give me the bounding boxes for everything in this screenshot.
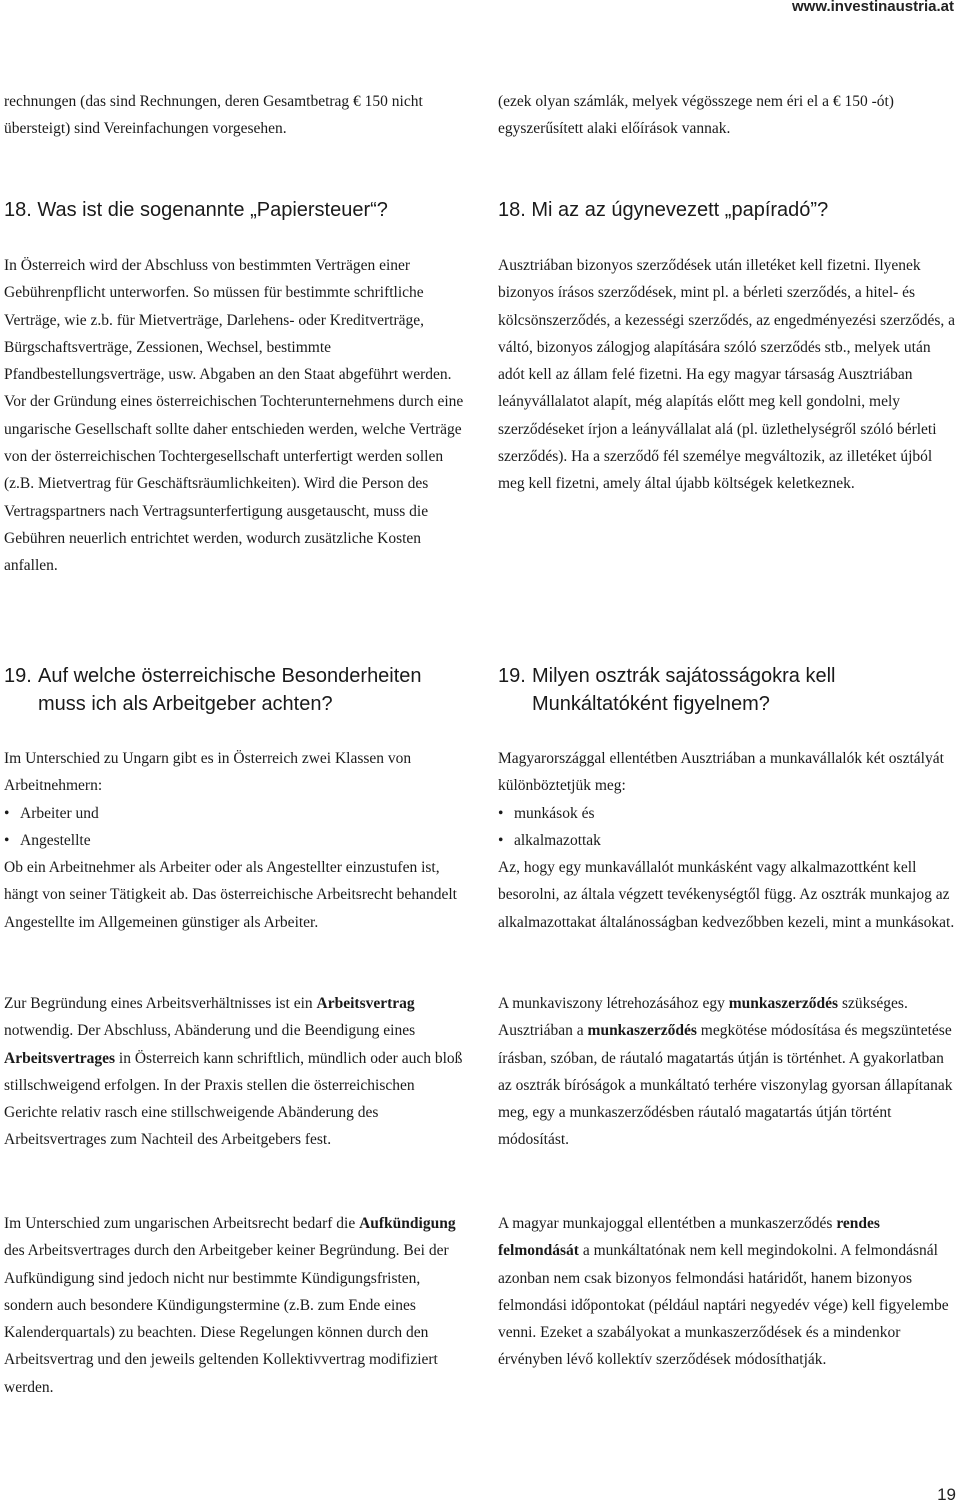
bold-term: Arbeitsvertrages (4, 1049, 116, 1067)
text-run: des Arbeitsvertrages durch den Arbeitgeber keiner Begründung. Bei der Aufkündigung sind jedoch nicht nur bestimmte Kündigungsfristen, sondern auch besondere Kündigungstermine (z.B. zum Ende eines Kalenderquartals) zu beachten. Diese Regelungen können durch den Arbeitsvertrag und den jeweils geltenden Kollektivvertrag modifiziert werden. (4, 1242, 449, 1396)
text-run: A munkaviszony létrehozásához egy (498, 995, 729, 1012)
bullet-item: • Arbeiter und (4, 800, 466, 827)
bold-term: rendes felmondását (498, 1215, 880, 1260)
section-19-paragraph-1 (498, 745, 960, 936)
intro-paragraph: rechnungen (das sind Rechnungen, deren Gesamtbetrag € 150 nicht übersteigt) sind Vereinfachungen vorgesehen. (4, 93, 423, 138)
page-number: 19 (937, 1485, 956, 1504)
bullet-item: • munkások és (498, 800, 960, 827)
section-19-number: 19. (498, 665, 526, 687)
section-19-paragraph-2 (498, 990, 960, 1154)
section-19-title-line1: Milyen osztrák sajátosságokra kell (532, 665, 836, 687)
section-18-heading: 18. Mi az az úgynevezett „papíradó”? (498, 199, 829, 221)
section-19-paragraph-2 (4, 990, 466, 1154)
section-18-body: In Österreich wird der Abschluss von bestimmten Verträgen einer Gebührenpflicht unterworfen. So müssen für bestimmte schriftliche Verträge, wie z.b. für Mietverträge, Darlehens- oder Kreditverträge, Bürgschaftsverträge, Zessionen, Wechsel, bestimmte Pfandbestellungsverträge, usw. Abgaben an den Staat abgeführt werden. Vor der Gründung eines österreichischen Tochterunternehmens durch eine ungarische Gesellschaft sollte daher entschieden werden, welche Verträge von der österreichischen Tochtergesellschaft unterfertigt werden sollen (z.B. Mietvertrag für Geschäftsräumlichkeiten). Wird die Person des Vertragspartners nach Vertragsunterfertigung ausgetauscht, muss die Gebühren neuerlich entrichtet werden, wodurch zusätzliche Kosten anfallen. (4, 257, 464, 575)
bullet-item: • Angestellte (4, 827, 466, 854)
section-19-heading (498, 662, 960, 718)
text-run: a munkáltatónak nem kell megindokolni. A felmondásnál azonban nem csak bizonyos felmondási határidőt, hanem bizonyos felmondási időpontokat (például naptári negyedév vége) kell figyelembe venni. Ezeket a szabályokat a munkaszerződések és a mindenkor érvényben lévő kollektív szerződések módosíthatják. (498, 1242, 949, 1369)
section-19-title-line2: Munkáltatóként figyelnem? (532, 693, 770, 715)
bold-term: Aufkündigung (359, 1215, 456, 1232)
text-run: Zur Begründung eines Arbeitsverhältnisses ist ein (4, 995, 317, 1012)
classification-text: Ob ein Arbeitnehmer als Arbeiter oder als Angestellter einzustufen ist, hängt von seiner Tätigkeit ab. Das österreichische Arbeitsrecht behandelt Angestellte im Allgemeinen günstiger als Arbeiter. (4, 859, 457, 931)
section-19-number: 19. (4, 665, 32, 687)
section-19-title-line2: muss ich als Arbeitgeber achten? (38, 693, 333, 715)
text-run: in Österreich kann schriftlich, mündlich oder auch bloß stillschweigend erfolgen. In der Praxis stellen die österreichischen Gerichte relativ rasch eine stillschweigende Abänderung des Arbeitsvertrages zum Nachteil des Arbeitgebers fest. (4, 1049, 463, 1149)
section-18-body: Ausztriában bizonyos szerződések után illetéket kell fizetni. Ilyenek bizonyos írásos szerződések, mint pl. a bérleti szerződés, a hitel- és kölcsönszerződés, a kezességi szerződés, az engedményezési szerződés, a váltó, bizonyos zálogjog alapítására szóló szerződés stb., melyek után adót kell az állam felé fizetni. Ha egy magyar társaság Ausztriában leányvállalatot alapít, még alapítás előtt meg kell gondolni, mely szerződéseket írjon a leányvállalat alá (pl. üzlethelységről szóló bérleti szerződés). Ha a szerződő fél személye megváltozik, az illetéket újból meg kell fizetni, amely által újabb költségek keletkeznek. (498, 257, 956, 493)
section-19-paragraph-1 (4, 745, 466, 936)
section-19-heading (4, 662, 474, 718)
header-url[interactable]: www.investinaustria.at (792, 0, 954, 15)
bold-term: munkaszerződés (587, 1022, 697, 1040)
bullet-item: • alkalmazottak (498, 827, 960, 854)
text-run: megkötése módosítása és megszüntetése írásban, szóban, de ráutaló magatartás útján is történhet. A gyakorlatban az osztrák bíróságok a munkáltató terhére viszonylag gyorsan állapítanak meg, egy a munkaszerződésben ráutaló magatartás útján történt módosítást. (498, 1022, 953, 1149)
worker-classes-intro: Magyarországgal ellentétben Ausztriában a munkavállalók két osztályát különböztetjük meg: (498, 750, 944, 795)
bold-term: munkaszerződés (728, 995, 839, 1012)
text-run: notwendig. Der Abschluss, Abänderung und die Beendigung eines (4, 1022, 416, 1040)
section-18-heading: 18. Was ist die sogenannte „Papiersteuer“? (4, 199, 388, 221)
text-run: szükséges. Ausztriában a (498, 995, 908, 1040)
text-run: Im Unterschied zum ungarischen Arbeitsrecht bedarf die (4, 1215, 360, 1232)
text-run: A magyar munkajoggal ellentétben a munkaszerződés (498, 1215, 837, 1232)
intro-paragraph: (ezek olyan számlák, melyek végösszege nem éri el a € 150 -ót) egyszerűsített alaki előírások vannak. (498, 93, 894, 138)
worker-classes-intro: Im Unterschied zu Ungarn gibt es in Österreich zwei Klassen von Arbeitnehmern: (4, 750, 412, 795)
bold-term: Arbeitsvertrag (316, 995, 415, 1012)
section-19-title-line1: Auf welche österreichische Besonderheiten (38, 665, 422, 687)
classification-text: Az, hogy egy munkavállalót munkásként vagy alkalmazottként kell besorolni, az általa végzett tevékenységtől függ. Az osztrák munkajog az alkalmazottakat általánosságban kedvezőbben kezeli, mint a munkásokat. (498, 859, 955, 931)
section-19-paragraph-3 (4, 1210, 466, 1401)
section-19-paragraph-3 (498, 1210, 960, 1374)
